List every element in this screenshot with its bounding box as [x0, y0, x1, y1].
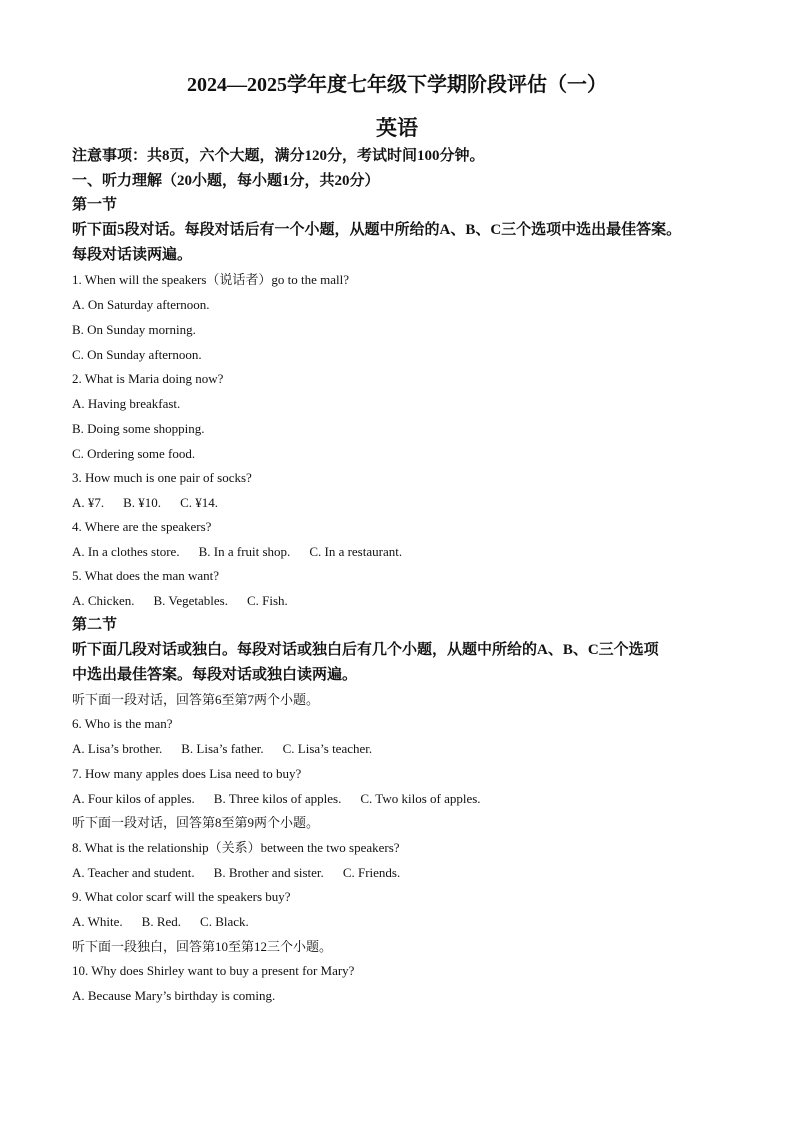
question-1-stem: 1. When will the speakers（说话者）go to the mall?: [72, 272, 350, 287]
question-4-options: [72, 543, 732, 561]
subject-title: 英语: [376, 116, 418, 140]
question-5-options: [72, 592, 732, 610]
question-10-option-a: A. Because Mary’s birthday is coming.: [72, 988, 276, 1003]
part1-heading: 一、听力理解（20小题，每小题1分，共20分）: [72, 173, 380, 189]
question-5-stem: 5. What does the man want?: [72, 568, 220, 583]
question-3-stem: 3. How much is one pair of socks?: [72, 470, 252, 485]
question-4-stem: 4. Where are the speakers?: [72, 519, 212, 534]
question-8-option-a: A. Teacher and student.: [72, 865, 195, 880]
question-4-option-b: B. In a fruit shop.: [198, 544, 291, 559]
section1-instruction-line2: 每段对话读两遍。: [72, 247, 193, 263]
question-4-option-c: C. In a restaurant.: [309, 544, 403, 559]
question-9-option-a: A. White.: [72, 914, 123, 929]
question-1-option-b: B. On Sunday morning.: [72, 322, 196, 337]
question-7-option-a: A. Four kilos of apples.: [72, 791, 195, 806]
section1-instruction-line1: 听下面5段对话。每段对话后有一个小题，从题中所给的A、B、C三个选项中选出最佳答案。: [72, 222, 682, 238]
question-7-option-b: B. Three kilos of apples.: [213, 791, 342, 806]
section2-instruction-line2: 中选出最佳答案。每段对话或独白读两遍。: [72, 667, 358, 683]
question-1-option-a: A. On Saturday afternoon.: [72, 297, 210, 312]
question-2-stem: 2. What is Maria doing now?: [72, 371, 224, 386]
question-9-options: [72, 913, 732, 931]
question-3-option-b: B. ¥10.: [123, 495, 162, 510]
monologue-10-12-instruction: 听下面一段独白，回答第10至第12三个小题。: [72, 939, 333, 954]
question-7-stem: 7. How many apples does Lisa need to buy?: [72, 766, 302, 781]
question-10-stem: 10. Why does Shirley want to buy a present for Mary?: [72, 963, 355, 978]
question-9-option-b: B. Red.: [141, 914, 182, 929]
question-6-stem: 6. Who is the man?: [72, 716, 173, 731]
question-3-options: [72, 494, 732, 512]
question-4-option-a: A. In a clothes store.: [72, 544, 180, 559]
question-6-option-b: B. Lisa’s father.: [181, 741, 264, 756]
question-7-option-c: C. Two kilos of apples.: [360, 791, 481, 806]
dialog-6-7-instruction: 听下面一段对话，回答第6至第7两个小题。: [72, 692, 320, 707]
question-5-option-a: A. Chicken.: [72, 593, 135, 608]
question-1-option-c: C. On Sunday afternoon.: [72, 347, 202, 362]
question-2-option-b: B. Doing some shopping.: [72, 421, 205, 436]
section2-heading: 第二节: [72, 617, 118, 633]
question-8-option-c: C. Friends.: [342, 865, 401, 880]
question-6-option-c: C. Lisa’s teacher.: [282, 741, 373, 756]
question-8-option-b: B. Brother and sister.: [213, 865, 324, 880]
question-9-option-c: C. Black.: [200, 914, 249, 929]
question-7-options: [72, 790, 732, 808]
question-9-stem: 9. What color scarf will the speakers buy?: [72, 889, 291, 904]
section2-instruction-line1: 听下面几段对话或独白。每段对话或独白后有几个小题，从题中所给的A、B、C三个选项: [72, 642, 659, 658]
question-8-stem: 8. What is the relationship（关系）between the two speakers?: [72, 840, 400, 855]
question-2-option-c: C. Ordering some food.: [72, 446, 196, 461]
question-3-option-c: C. ¥14.: [180, 495, 218, 510]
question-8-options: [72, 864, 732, 882]
question-5-option-c: C. Fish.: [246, 593, 288, 608]
question-2-option-a: A. Having breakfast.: [72, 396, 181, 411]
dialog-8-9-instruction: 听下面一段对话，回答第8至第9两个小题。: [72, 815, 320, 830]
question-5-option-b: B. Vegetables.: [153, 593, 228, 608]
exam-title: 2024—2025学年度七年级下学期阶段评估（一）: [187, 74, 607, 96]
question-6-option-a: A. Lisa’s brother.: [72, 741, 163, 756]
question-3-option-a: A. ¥7.: [72, 495, 105, 510]
notice-text: 注意事项：共8页，六个大题，满分120分，考试时间100分钟。: [72, 148, 485, 164]
section1-heading: 第一节: [72, 197, 118, 213]
question-6-options: [72, 740, 732, 758]
